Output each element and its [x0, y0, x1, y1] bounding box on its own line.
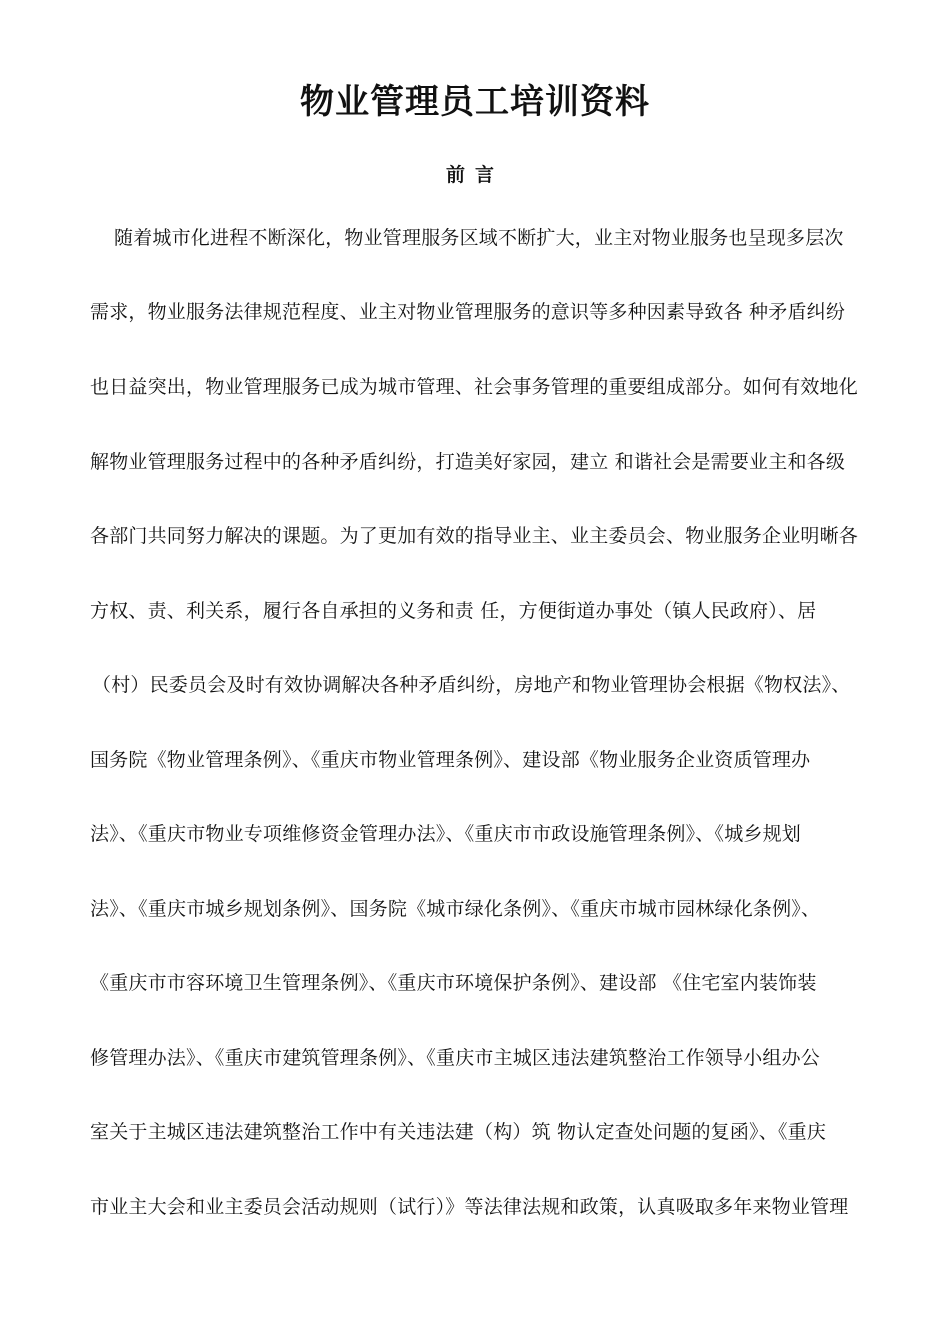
paragraph-line: （村）民委员会及时有效协调解决各种矛盾纠纷，房地产和物业管理协会根据《物权法》、	[92, 674, 851, 696]
paragraph-line: 法》、《重庆市物业专项维修资金管理办法》、《重庆市市政设施管理条例》、《城乡规划	[90, 823, 802, 845]
paragraph-line: 各部门共同努力解决的课题。为了更加有效的指导业主、业主委员会、物业服务企业明晰各	[90, 525, 859, 547]
paragraph-line: 《重庆市市容环境卫生管理条例》、《重庆市环境保护条例》、建设部 《住宅室内装饰装	[90, 972, 817, 994]
paragraph-line: 也日益突出，物业管理服务已成为城市管理、社会事务管理的重要组成部分。如何有效地化	[90, 376, 859, 398]
paragraph-line: 修管理办法》、《重庆市建筑管理条例》、《重庆市主城区违法建筑整治工作领导小组办公	[90, 1047, 821, 1069]
paragraph-line: 法》、《重庆市城乡规划条例》、国务院《城市绿化条例》、《重庆市城市园林绿化条例》、	[90, 898, 821, 920]
document-title: 物业管理员工培训资料	[300, 82, 650, 122]
paragraph-line: 方权、责、利关系，履行各自承担的义务和责 任，方便街道办事处（镇人民政府）、居	[90, 600, 817, 622]
paragraph-line: 市业主大会和业主委员会活动规则（试行）》等法律法规和政策，认真吸取多年来物业管理	[90, 1196, 849, 1218]
paragraph-line: 解物业管理服务过程中的各种矛盾纠纷，打造美好家园，建立 和谐社会是需要业主和各级	[90, 451, 846, 473]
paragraph-line: 国务院《物业管理条例》、《重庆市物业管理条例》、建设部《物业服务企业资质管理办	[90, 749, 811, 771]
paragraph-line: 室关于主城区违法建筑整治工作中有关违法建（构）筑 物认定查处问题的复函》、《重庆	[90, 1121, 827, 1143]
section-heading: 前言	[445, 164, 504, 186]
paragraph-line: 需求，物业服务法律规范程度、业主对物业管理服务的意识等多种因素导致各 种矛盾纠纷	[90, 301, 846, 323]
paragraph-line: 随着城市化进程不断深化，物业管理服务区域不断扩大，业主对物业服务也呈现多层次	[114, 227, 844, 249]
